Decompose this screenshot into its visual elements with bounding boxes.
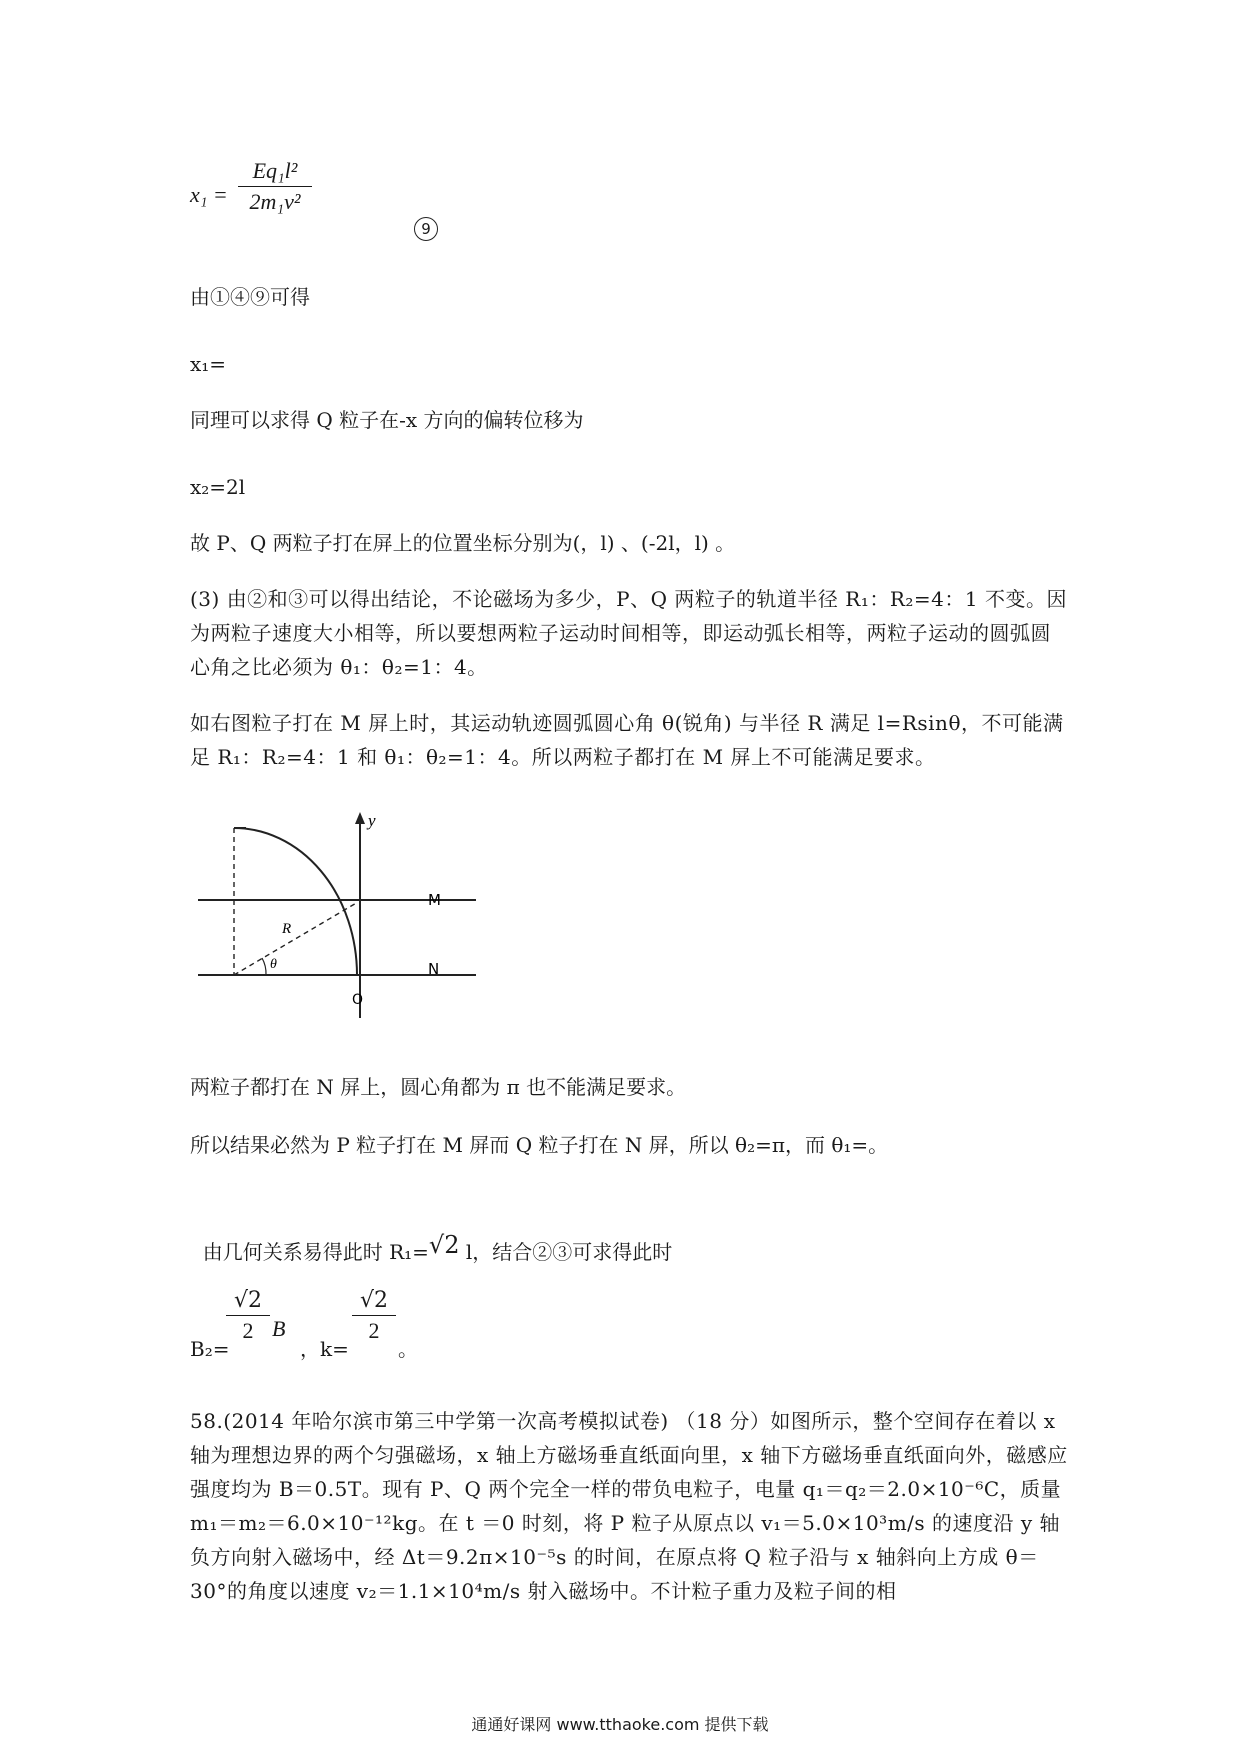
- end-period: 。: [398, 1337, 418, 1361]
- text-line-x1: x₁=: [190, 352, 227, 376]
- eq9-fraction: [238, 158, 312, 215]
- b2-numerator: √2: [233, 1288, 262, 1313]
- text-line-5: 故 P、Q 两粒子打在屏上的位置坐标分别为(，l) 、(-2l，l) 。: [190, 531, 736, 555]
- text-line-r1: [190, 1200, 672, 1269]
- text-line-1: 由①④⑨可得: [190, 285, 310, 309]
- b2-denominator: 2: [242, 1318, 254, 1343]
- label-m: M: [428, 891, 441, 909]
- theta-angle-arc: [262, 958, 266, 975]
- b2-label: B₂=: [190, 1337, 230, 1361]
- text-line-conclusion: 所以结果必然为 P 粒子打在 M 屏而 Q 粒子打在 N 屏，所以 θ₂=π，而 θ₁=。: [190, 1133, 889, 1157]
- label-theta: θ: [270, 957, 277, 972]
- k-numerator: √2: [359, 1288, 388, 1313]
- r1-text-tail: l，结合②③可求得此时: [459, 1240, 673, 1264]
- label-o: O: [352, 992, 364, 1008]
- y-axis-arrow: [355, 812, 365, 824]
- b2-symbol: B: [272, 1316, 286, 1341]
- k-denominator: 2: [368, 1318, 380, 1343]
- paragraph-part3: (3) 由②和③可以得出结论，不论磁场为多少，P、Q 两粒子的轨道半径 R₁：R₂=4：1 不变。因为两粒子速度大小相等，所以要想两粒子运动时间相等，即运动弧长相等，两粒子运动的圆弧圆心角之比必须为 θ₁：θ₂=1：4。: [190, 587, 1067, 679]
- page-footer: 通通好课网 www.tthaoke.com 提供下载: [471, 1715, 769, 1734]
- text-line-n-screen: 两粒子都打在 N 屏上，圆心角都为 π 也不能满足要求。: [190, 1075, 687, 1099]
- k-label: ，k=: [300, 1337, 349, 1361]
- y-axis-label: y: [368, 811, 376, 830]
- eq9-lhs: x₁ =: [190, 182, 228, 207]
- k-fraction: [352, 1288, 396, 1344]
- text-line-3: 同理可以求得 Q 粒子在-x 方向的偏转位移为: [190, 408, 584, 432]
- b2-fraction: [226, 1288, 270, 1344]
- eq9-numerator: Eq₁l²: [252, 158, 298, 183]
- dashed-radius: [234, 902, 358, 975]
- paragraph-m-screen: 如右图粒子打在 M 屏上时，其运动轨迹圆弧圆心角 θ(锐角) 与半径 R 满足 l=Rsinθ，不可能满足 R₁：R₂=4：1 和 θ₁：θ₂=1：4。所以两粒子都打在 M 屏上不可能满足要求。: [190, 711, 1064, 769]
- text-line-x2: x₂=2l: [190, 475, 246, 499]
- label-r: R: [282, 921, 292, 937]
- eq9-denominator: 2m₁v²: [249, 189, 301, 214]
- label-n: N: [428, 960, 440, 978]
- equation-number-9: 9: [414, 217, 438, 241]
- sqrt2: √2: [428, 1231, 460, 1259]
- problem-58: 58.(2014 年哈尔滨市第三中学第一次高考模拟试卷) （18 分）如图所示，整个空间存在着以 x 轴为理想边界的两个匀强磁场，x 轴上方磁场垂直纸面向里，x 轴下方磁场垂直纸面向外，磁感应强度均为 B＝0.5T。现有 P、Q 两个完全一样的带负电粒子，电量 q₁＝q₂＝2.0×10⁻⁶C，质量 m₁＝m₂＝6.0×10⁻¹²kg。在 t ＝0 时刻，将 P 粒子从原点以 v₁＝5.0×10³m/s 的速度沿 y 轴负方向射入磁场中，经 Δt＝9.2π×10⁻⁵s 的时间，在原点将 Q 粒子沿与 x 轴斜向上方成 θ＝30°的角度以速度 v₂＝1.1×10⁴m/s 射入磁场中。不计粒子重力及粒子间的相: [190, 1409, 1068, 1603]
- trajectory-arc: [234, 828, 357, 975]
- r1-text: 由几何关系易得此时 R₁=: [202, 1240, 429, 1264]
- trajectory-figure: [190, 808, 510, 1028]
